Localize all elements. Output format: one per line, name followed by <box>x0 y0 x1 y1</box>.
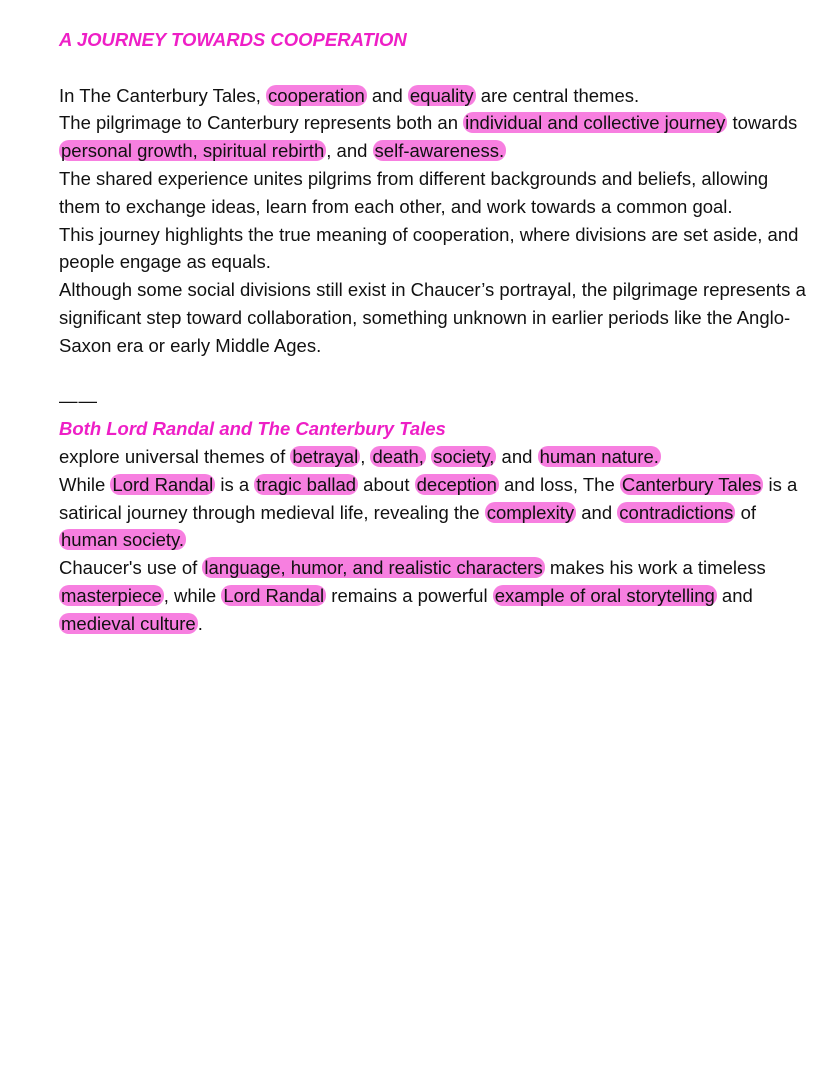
text-run: explore universal themes of <box>59 445 291 467</box>
paragraph-themes <box>59 82 809 110</box>
highlight: betrayal <box>292 445 359 467</box>
text-run: is a satirical journey through medieval life, revealing the <box>59 473 798 523</box>
text-run: . <box>197 612 203 634</box>
text-run: and loss, The <box>498 473 620 495</box>
text-run: makes his work a timeless <box>544 557 766 579</box>
paragraph-social-divisions: Although some social divisions still exist in Chaucer’s portrayal, the pilgrimage represents a significant step toward collaboration, something unknown in earlier periods like the Anglo-Saxon era or early Middle Ages. <box>59 279 806 356</box>
text-run: , <box>360 445 371 467</box>
section-title: A JOURNEY TOWARDS COOPERATION <box>59 29 407 50</box>
highlight: cooperation <box>268 84 365 106</box>
highlight: Canterbury Tales <box>621 473 762 495</box>
paragraph-comparison <box>59 471 809 554</box>
paragraph-universal-themes <box>59 443 809 471</box>
text-run: about <box>358 473 415 495</box>
text-run: towards <box>727 112 798 134</box>
text-run: Chaucer's use of <box>59 557 203 579</box>
highlight: complexity <box>486 501 575 523</box>
highlight: medieval culture <box>61 612 196 634</box>
separator: —— <box>59 390 98 412</box>
highlight: contradictions <box>619 501 734 523</box>
highlight: equality <box>409 84 474 106</box>
highlight: individual and collective journey <box>465 112 726 134</box>
text-run: and <box>366 84 408 106</box>
text-run: is a <box>215 473 255 495</box>
spacer <box>59 360 809 388</box>
text-run: and <box>716 584 753 606</box>
highlight: example of oral storytelling <box>494 584 715 606</box>
highlight: human society. <box>61 529 185 551</box>
text-run: The pilgrimage to Canterbury represents both an <box>59 112 464 134</box>
text-run: and <box>576 501 618 523</box>
highlight: masterpiece <box>61 584 162 606</box>
highlight: self-awareness. <box>374 140 505 162</box>
paragraph-chaucer-legacy <box>59 554 809 637</box>
text-run: In The Canterbury Tales, <box>59 84 267 106</box>
highlight: society, <box>433 445 495 467</box>
highlight: Lord Randal <box>112 473 214 495</box>
text-run: of <box>735 501 757 523</box>
highlight: tragic ballad <box>256 473 357 495</box>
text-run: remains a powerful <box>326 584 493 606</box>
text-run: are central themes. <box>475 84 640 106</box>
document-content <box>59 26 809 638</box>
text-run: While <box>59 473 111 495</box>
highlight: death, <box>372 445 424 467</box>
paragraph-shared-experience: The shared experience unites pilgrims from different backgrounds and beliefs, allowing them to exchange ideas, learn from each other, and work towards a common goal. <box>59 167 769 217</box>
text-run: , and <box>326 140 373 162</box>
text-run: and <box>496 445 538 467</box>
highlight: deception <box>416 473 497 495</box>
section-subtitle: Both Lord Randal and The Canterbury Tales <box>59 418 446 440</box>
paragraph-cooperation-meaning: This journey highlights the true meaning of cooperation, where divisions are set aside, and people engage as equals. <box>59 223 799 273</box>
highlight: personal growth, spiritual rebirth <box>61 140 325 162</box>
highlight: language, humor, and realistic characters <box>204 557 543 579</box>
text-run: , while <box>163 584 222 606</box>
paragraph-pilgrimage <box>59 109 809 165</box>
highlight: human nature. <box>539 445 659 467</box>
highlight: Lord Randal <box>223 584 325 606</box>
